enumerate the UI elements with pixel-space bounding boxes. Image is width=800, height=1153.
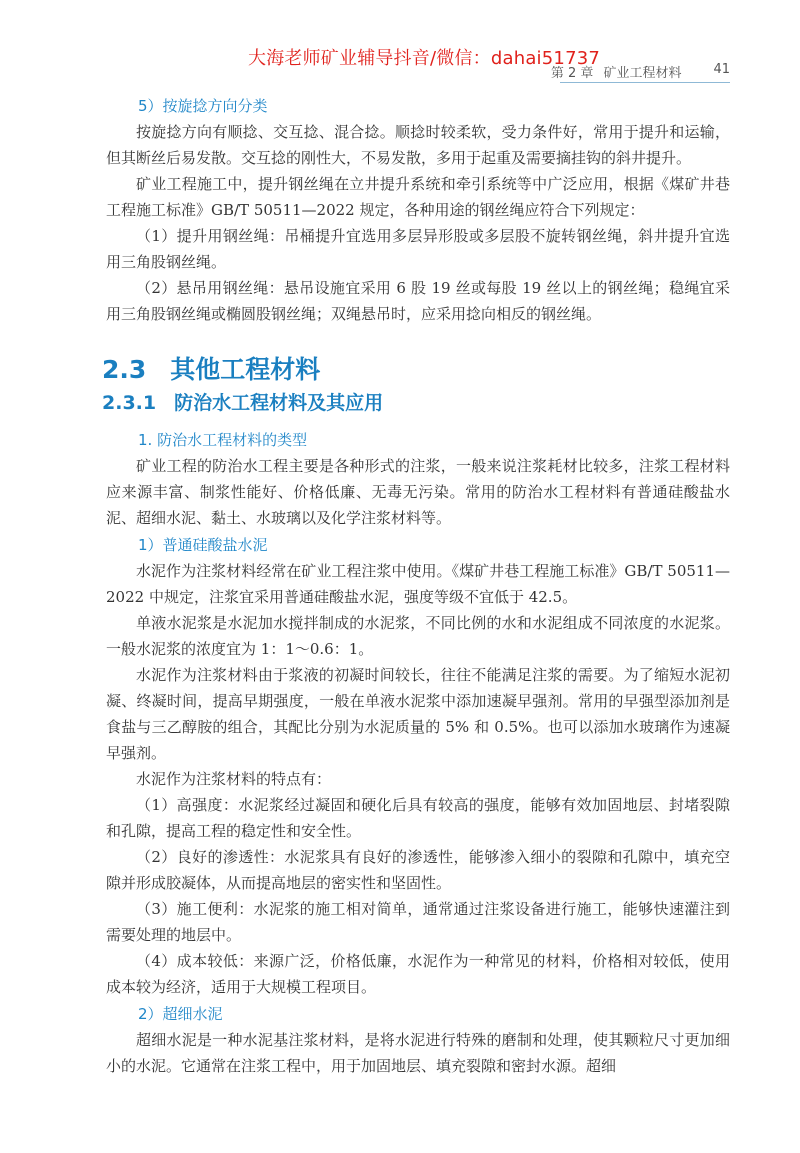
list-item: （4）成本较低：来源广泛，价格低廉，水泥作为一种常见的材料，价格相对较低，使用成本较为经济，适用于大规模工程项目。	[106, 952, 730, 996]
section-heading-2-3	[102, 353, 730, 387]
chapter-title: 矿业工程材料	[603, 66, 682, 81]
list-item: （3）施工便利：水泥浆的施工相对简单，通常通过注浆设备进行施工，能够快速灌注到需要处理的地层中。	[106, 900, 730, 944]
section-number: 2.3	[102, 355, 147, 384]
subheading-ultrafine-cement: 2）超细水泥	[138, 1005, 223, 1023]
watermark-text: 大海老师矿业辅导抖音/微信：dahai51737	[248, 48, 601, 69]
list-item: （1）高强度：水泥浆经过凝固和硬化后具有较高的强度，能够有效加固地层、封堵裂隙和孔隙，提高工程的稳定性和安全性。	[106, 796, 730, 840]
section-title: 防治水工程材料及其应用	[174, 392, 384, 414]
paragraph: 超细水泥是一种水泥基注浆材料，是将水泥进行特殊的磨制和处理，使其颗粒尺寸更加细小的水泥。它通常在注浆工程中，用于加固地层、填充裂隙和密封水源。超细	[106, 1031, 730, 1075]
paragraph: 按旋捻方向有顺捻、交互捻、混合捻。顺捻时较柔软，受力条件好，常用于提升和运输，但其断丝后易发散。交互捻的刚性大，不易发散，多用于起重及需要摘挂钩的斜井提升。	[106, 123, 730, 167]
paragraph: 矿业工程施工中，提升钢丝绳在立井提升系统和牵引系统等中广泛应用，根据《煤矿井巷工程施工标准》GB/T 50511—2022 规定，各种用途的钢丝绳应符合下列规定：	[106, 175, 730, 219]
header-rule	[560, 82, 730, 83]
list-item: （1）提升用钢丝绳：吊桶提升宜选用多层异形股或多层股不旋转钢丝绳，斜井提升宜选用三角股钢丝绳。	[106, 227, 730, 271]
running-head	[551, 62, 730, 81]
paragraph: 矿业工程的防治水工程主要是各种形式的注浆，一般来说注浆耗材比较多，注浆工程材料应来源丰富、制浆性能好、价格低廉、无毒无污染。常用的防治水工程材料有普通硅酸盐水泥、超细水泥、黏土、水玻璃以及化学注浆材料等。	[106, 457, 730, 527]
list-item: （2）良好的渗透性：水泥浆具有良好的渗透性，能够渗入细小的裂隙和孔隙中，填充空隙并形成胶凝体，从而提高地层的密实性和坚固性。	[106, 848, 730, 892]
paragraph: 水泥作为注浆材料的特点有：	[136, 770, 332, 788]
paragraph: 水泥作为注浆材料经常在矿业工程注浆中使用。《煤矿井巷工程施工标准》GB/T 50511—2022 中规定，注浆宜采用普通硅酸盐水泥，强度等级不宜低于 42.5。	[106, 562, 730, 606]
paragraph: 水泥作为注浆材料由于浆液的初凝时间较长，往往不能满足注浆的需要。为了缩短水泥初凝、终凝时间，提高早期强度，一般在单液水泥浆中添加速凝早强剂。常用的早强型添加剂是食盐与三乙醇胺的组合，其配比分别为水泥质量的 5% 和 0.5%。也可以添加水玻璃作为速凝早强剂。	[106, 666, 730, 762]
subheading-twist-direction: 5）按旋捻方向分类	[138, 97, 268, 115]
chapter-label: 第 2 章	[550, 66, 594, 81]
subheading-portland-cement: 1）普通硅酸盐水泥	[138, 536, 268, 554]
subheading-types: 1. 防治水工程材料的类型	[138, 431, 308, 449]
page-number: 41	[713, 62, 730, 77]
page-body	[102, 92, 730, 1079]
section-number: 2.3.1	[102, 392, 157, 414]
section-heading-2-3-1	[102, 389, 730, 417]
section-title: 其他工程材料	[170, 355, 321, 384]
paragraph: 单液水泥浆是水泥加水搅拌制成的水泥浆，不同比例的水和水泥组成不同浓度的水泥浆。一般水泥浆的浓度宜为 1：1～0.6：1。	[106, 614, 730, 658]
list-item: （2）悬吊用钢丝绳：悬吊设施宜采用 6 股 19 丝或每股 19 丝以上的钢丝绳；稳绳宜采用三角股钢丝绳或椭圆股钢丝绳；双绳悬吊时，应采用捻向相反的钢丝绳。	[106, 279, 730, 323]
